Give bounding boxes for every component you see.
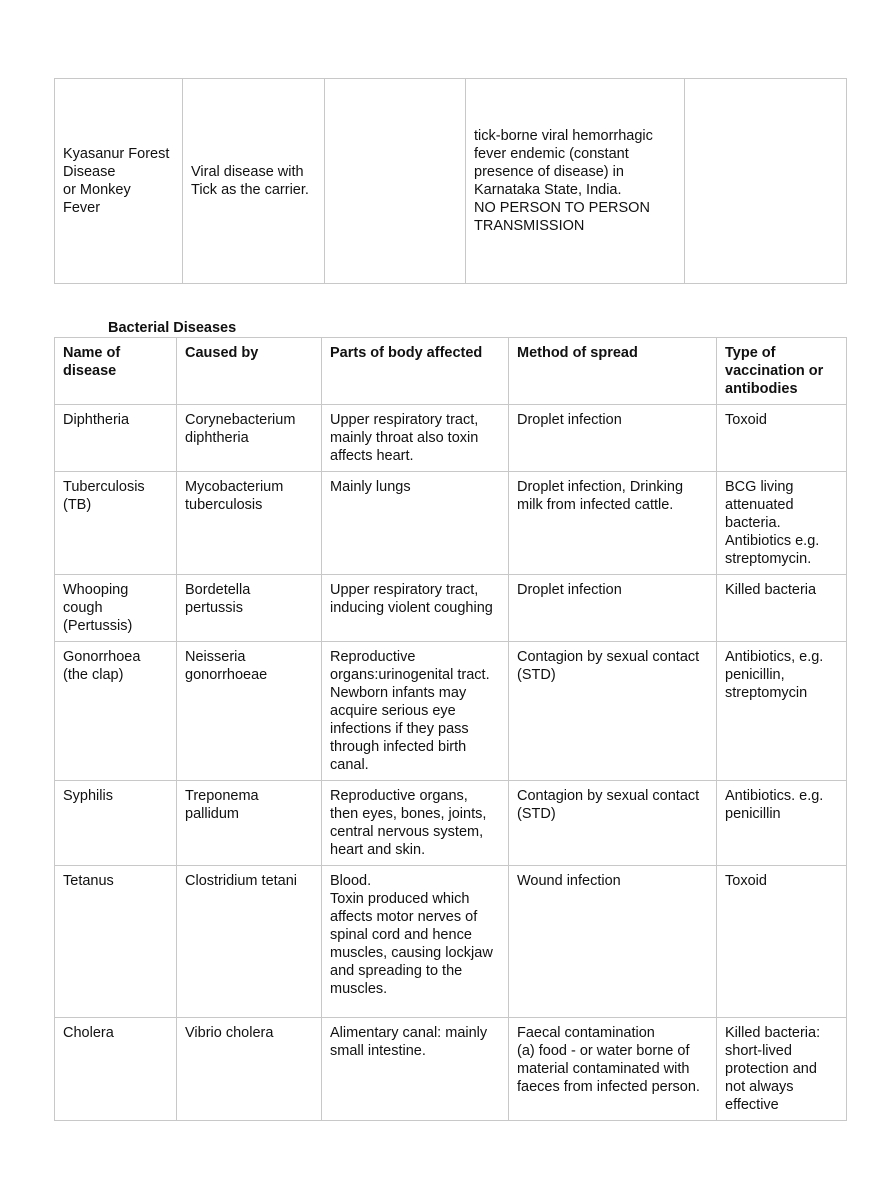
vaccination-cell: Antibiotics, e.g. penicillin, streptomycin (717, 642, 847, 781)
method-of-spread-cell: Droplet infection, Drinking milk from infected cattle. (509, 472, 717, 575)
caused-by-cell: Clostridium tetani (177, 866, 322, 1018)
disease-name-cell: Gonorrhoea (the clap) (55, 642, 177, 781)
caused-by-cell: Corynebacterium diphtheria (177, 405, 322, 472)
method-of-spread-cell: Wound infection (509, 866, 717, 1018)
parts-affected-cell: Blood. Toxin produced which affects motor nerves of spinal cord and hence muscles, causing lockjaw and spreading to the muscles. (322, 866, 509, 1018)
caused-by-cell: Bordetella pertussis (177, 575, 322, 642)
method-of-spread-cell: Faecal contamination (a) food - or water borne of material contaminated with faeces from infected person. (509, 1018, 717, 1121)
header-parts-affected: Parts of body affected (322, 338, 509, 405)
parts-affected-cell: Alimentary canal: mainly small intestine. (322, 1018, 509, 1121)
disease-name-cell: Syphilis (55, 781, 177, 866)
caused-by-cell: Viral disease with Tick as the carrier. (183, 79, 325, 284)
vaccination-cell (685, 79, 847, 284)
header-name: Name of disease (55, 338, 177, 405)
method-of-spread-cell: Contagion by sexual contact (STD) (509, 781, 717, 866)
table-header-row (55, 338, 847, 405)
disease-name-cell: Whooping cough (Pertussis) (55, 575, 177, 642)
header-caused-by: Caused by (177, 338, 322, 405)
disease-name-cell: Cholera (55, 1018, 177, 1121)
caused-by-cell: Mycobacterium tuberculosis (177, 472, 322, 575)
bacterial-diseases-table (54, 337, 847, 1121)
disease-name-cell: Kyasanur Forest Disease or Monkey Fever (55, 79, 183, 284)
section-title: Bacterial Diseases (108, 320, 237, 336)
table-row (55, 642, 847, 781)
parts-affected-cell: Upper respiratory tract, inducing violent coughing (322, 575, 509, 642)
parts-affected-cell: Reproductive organs:urinogenital tract. Newborn infants may acquire serious eye infections if they pass through infected birth canal. (322, 642, 509, 781)
header-method-of-spread: Method of spread (509, 338, 717, 405)
table-row (55, 79, 847, 284)
parts-affected-cell: Reproductive organs, then eyes, bones, joints, central nervous system, heart and skin. (322, 781, 509, 866)
vaccination-cell: Killed bacteria: short-lived protection and not always effective (717, 1018, 847, 1121)
table-row (55, 866, 847, 1018)
header-vaccination: Type of vaccination or antibodies (717, 338, 847, 405)
caused-by-cell: Neisseria gonorrhoeae (177, 642, 322, 781)
parts-affected-cell: Mainly lungs (322, 472, 509, 575)
viral-disease-table (54, 78, 847, 284)
method-of-spread-cell: tick-borne viral hemorrhagic fever endemic (constant presence of disease) in Karnataka State, India. NO PERSON TO PERSON TRANSMISSION (466, 79, 685, 284)
vaccination-cell: BCG living attenuated bacteria. Antibiotics e.g. streptomycin. (717, 472, 847, 575)
vaccination-cell: Toxoid (717, 866, 847, 1018)
disease-name-cell: Tetanus (55, 866, 177, 1018)
method-of-spread-cell: Droplet infection (509, 405, 717, 472)
table-row (55, 1018, 847, 1121)
caused-by-cell: Treponema pallidum (177, 781, 322, 866)
method-of-spread-cell: Droplet infection (509, 575, 717, 642)
parts-affected-cell (325, 79, 466, 284)
method-of-spread-cell: Contagion by sexual contact (STD) (509, 642, 717, 781)
vaccination-cell: Toxoid (717, 405, 847, 472)
table-row (55, 405, 847, 472)
parts-affected-cell: Upper respiratory tract, mainly throat also toxin affects heart. (322, 405, 509, 472)
table-row (55, 575, 847, 642)
disease-name-cell: Diphtheria (55, 405, 177, 472)
vaccination-cell: Antibiotics. e.g. penicillin (717, 781, 847, 866)
table-row (55, 472, 847, 575)
table-row (55, 781, 847, 866)
caused-by-cell: Vibrio cholera (177, 1018, 322, 1121)
disease-name-cell: Tuberculosis (TB) (55, 472, 177, 575)
vaccination-cell: Killed bacteria (717, 575, 847, 642)
